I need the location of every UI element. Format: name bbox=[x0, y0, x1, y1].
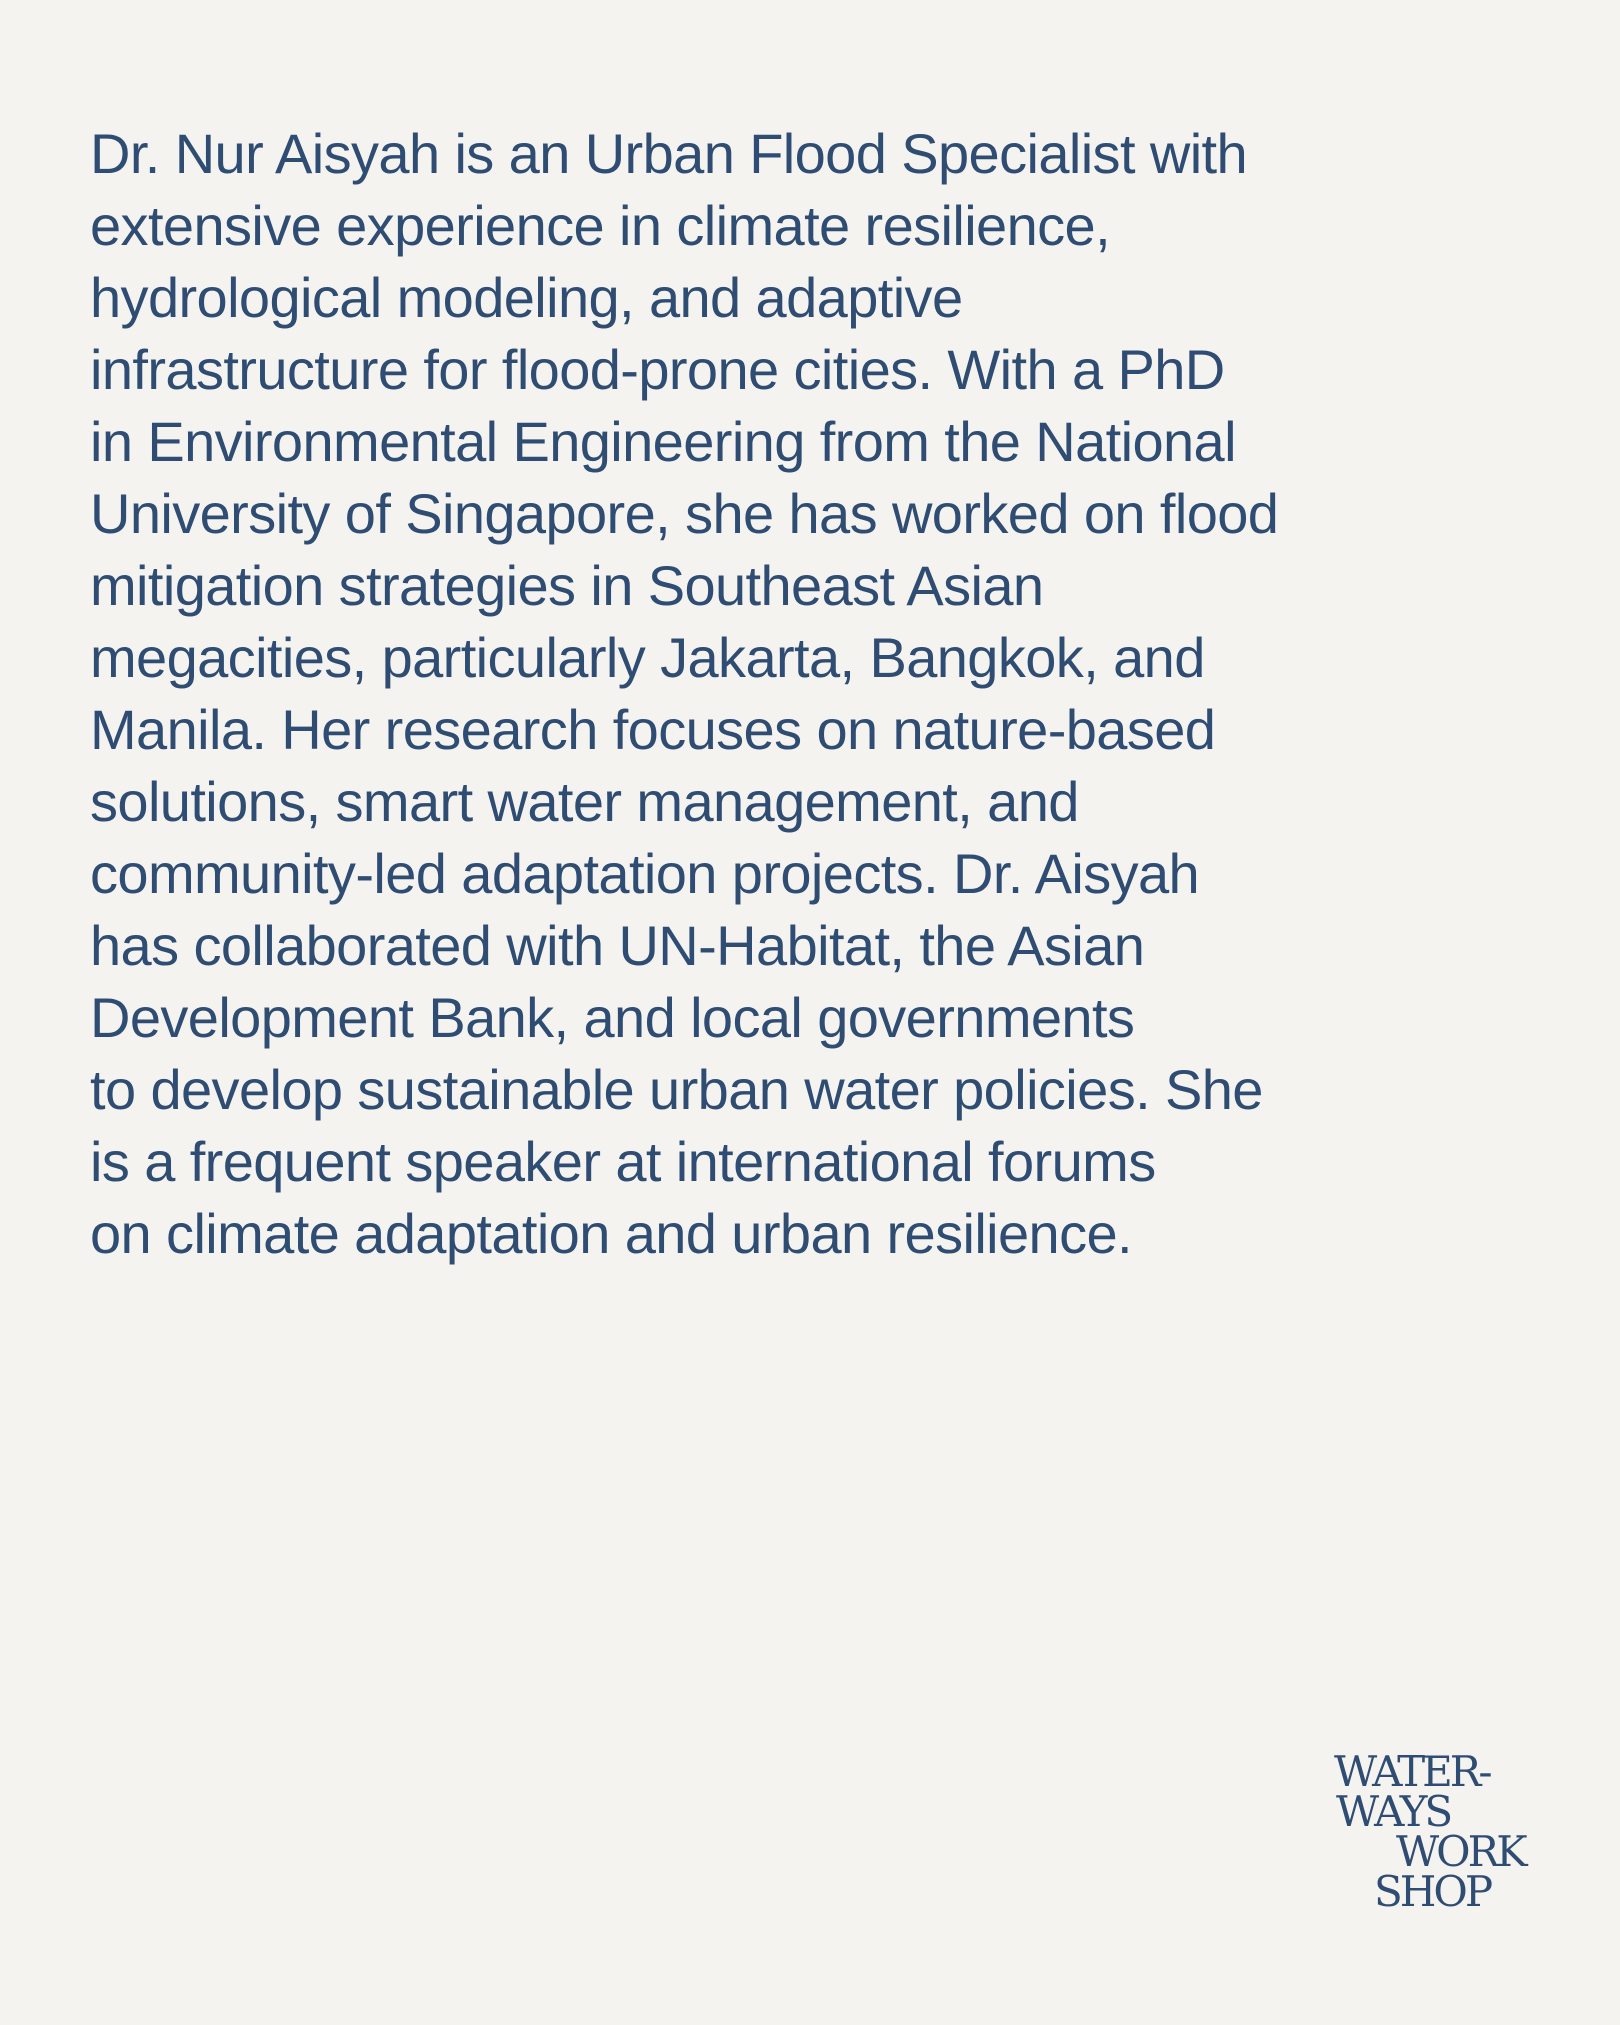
bio-line: on climate adaptation and urban resilience. bbox=[90, 1202, 1133, 1265]
waterways-workshop-logo bbox=[1334, 1747, 1534, 1916]
logo-line: WORK bbox=[1396, 1827, 1525, 1876]
logo-line: SHOP bbox=[1374, 1867, 1491, 1916]
bio-line: infrastructure for flood-prone cities. With a PhD bbox=[90, 338, 1225, 401]
bio-line: in Environmental Engineering from the National bbox=[90, 410, 1236, 473]
bio-text bbox=[90, 118, 1410, 1270]
bio-line: University of Singapore, she has worked on flood bbox=[90, 482, 1279, 545]
logo-line: WATER- bbox=[1334, 1747, 1490, 1796]
bio-line: solutions, smart water management, and bbox=[90, 770, 1079, 833]
bio-line: community-led adaptation projects. Dr. Aisyah bbox=[90, 842, 1200, 905]
bio-line: mitigation strategies in Southeast Asian bbox=[90, 554, 1044, 617]
logo-line: WAYS bbox=[1336, 1787, 1451, 1836]
bio-line: Manila. Her research focuses on nature-based bbox=[90, 698, 1216, 761]
bio-line: extensive experience in climate resilience, bbox=[90, 194, 1111, 257]
bio-line: to develop sustainable urban water policies. She bbox=[90, 1058, 1263, 1121]
bio-line: megacities, particularly Jakarta, Bangkok, and bbox=[90, 626, 1205, 689]
bio-line: is a frequent speaker at international forums bbox=[90, 1130, 1156, 1193]
bio-line: hydrological modeling, and adaptive bbox=[90, 266, 963, 329]
bio-line: has collaborated with UN-Habitat, the Asian bbox=[90, 914, 1145, 977]
bio-line: Development Bank, and local governments bbox=[90, 986, 1135, 1049]
bio-line: Dr. Nur Aisyah is an Urban Flood Specialist with bbox=[90, 122, 1248, 185]
